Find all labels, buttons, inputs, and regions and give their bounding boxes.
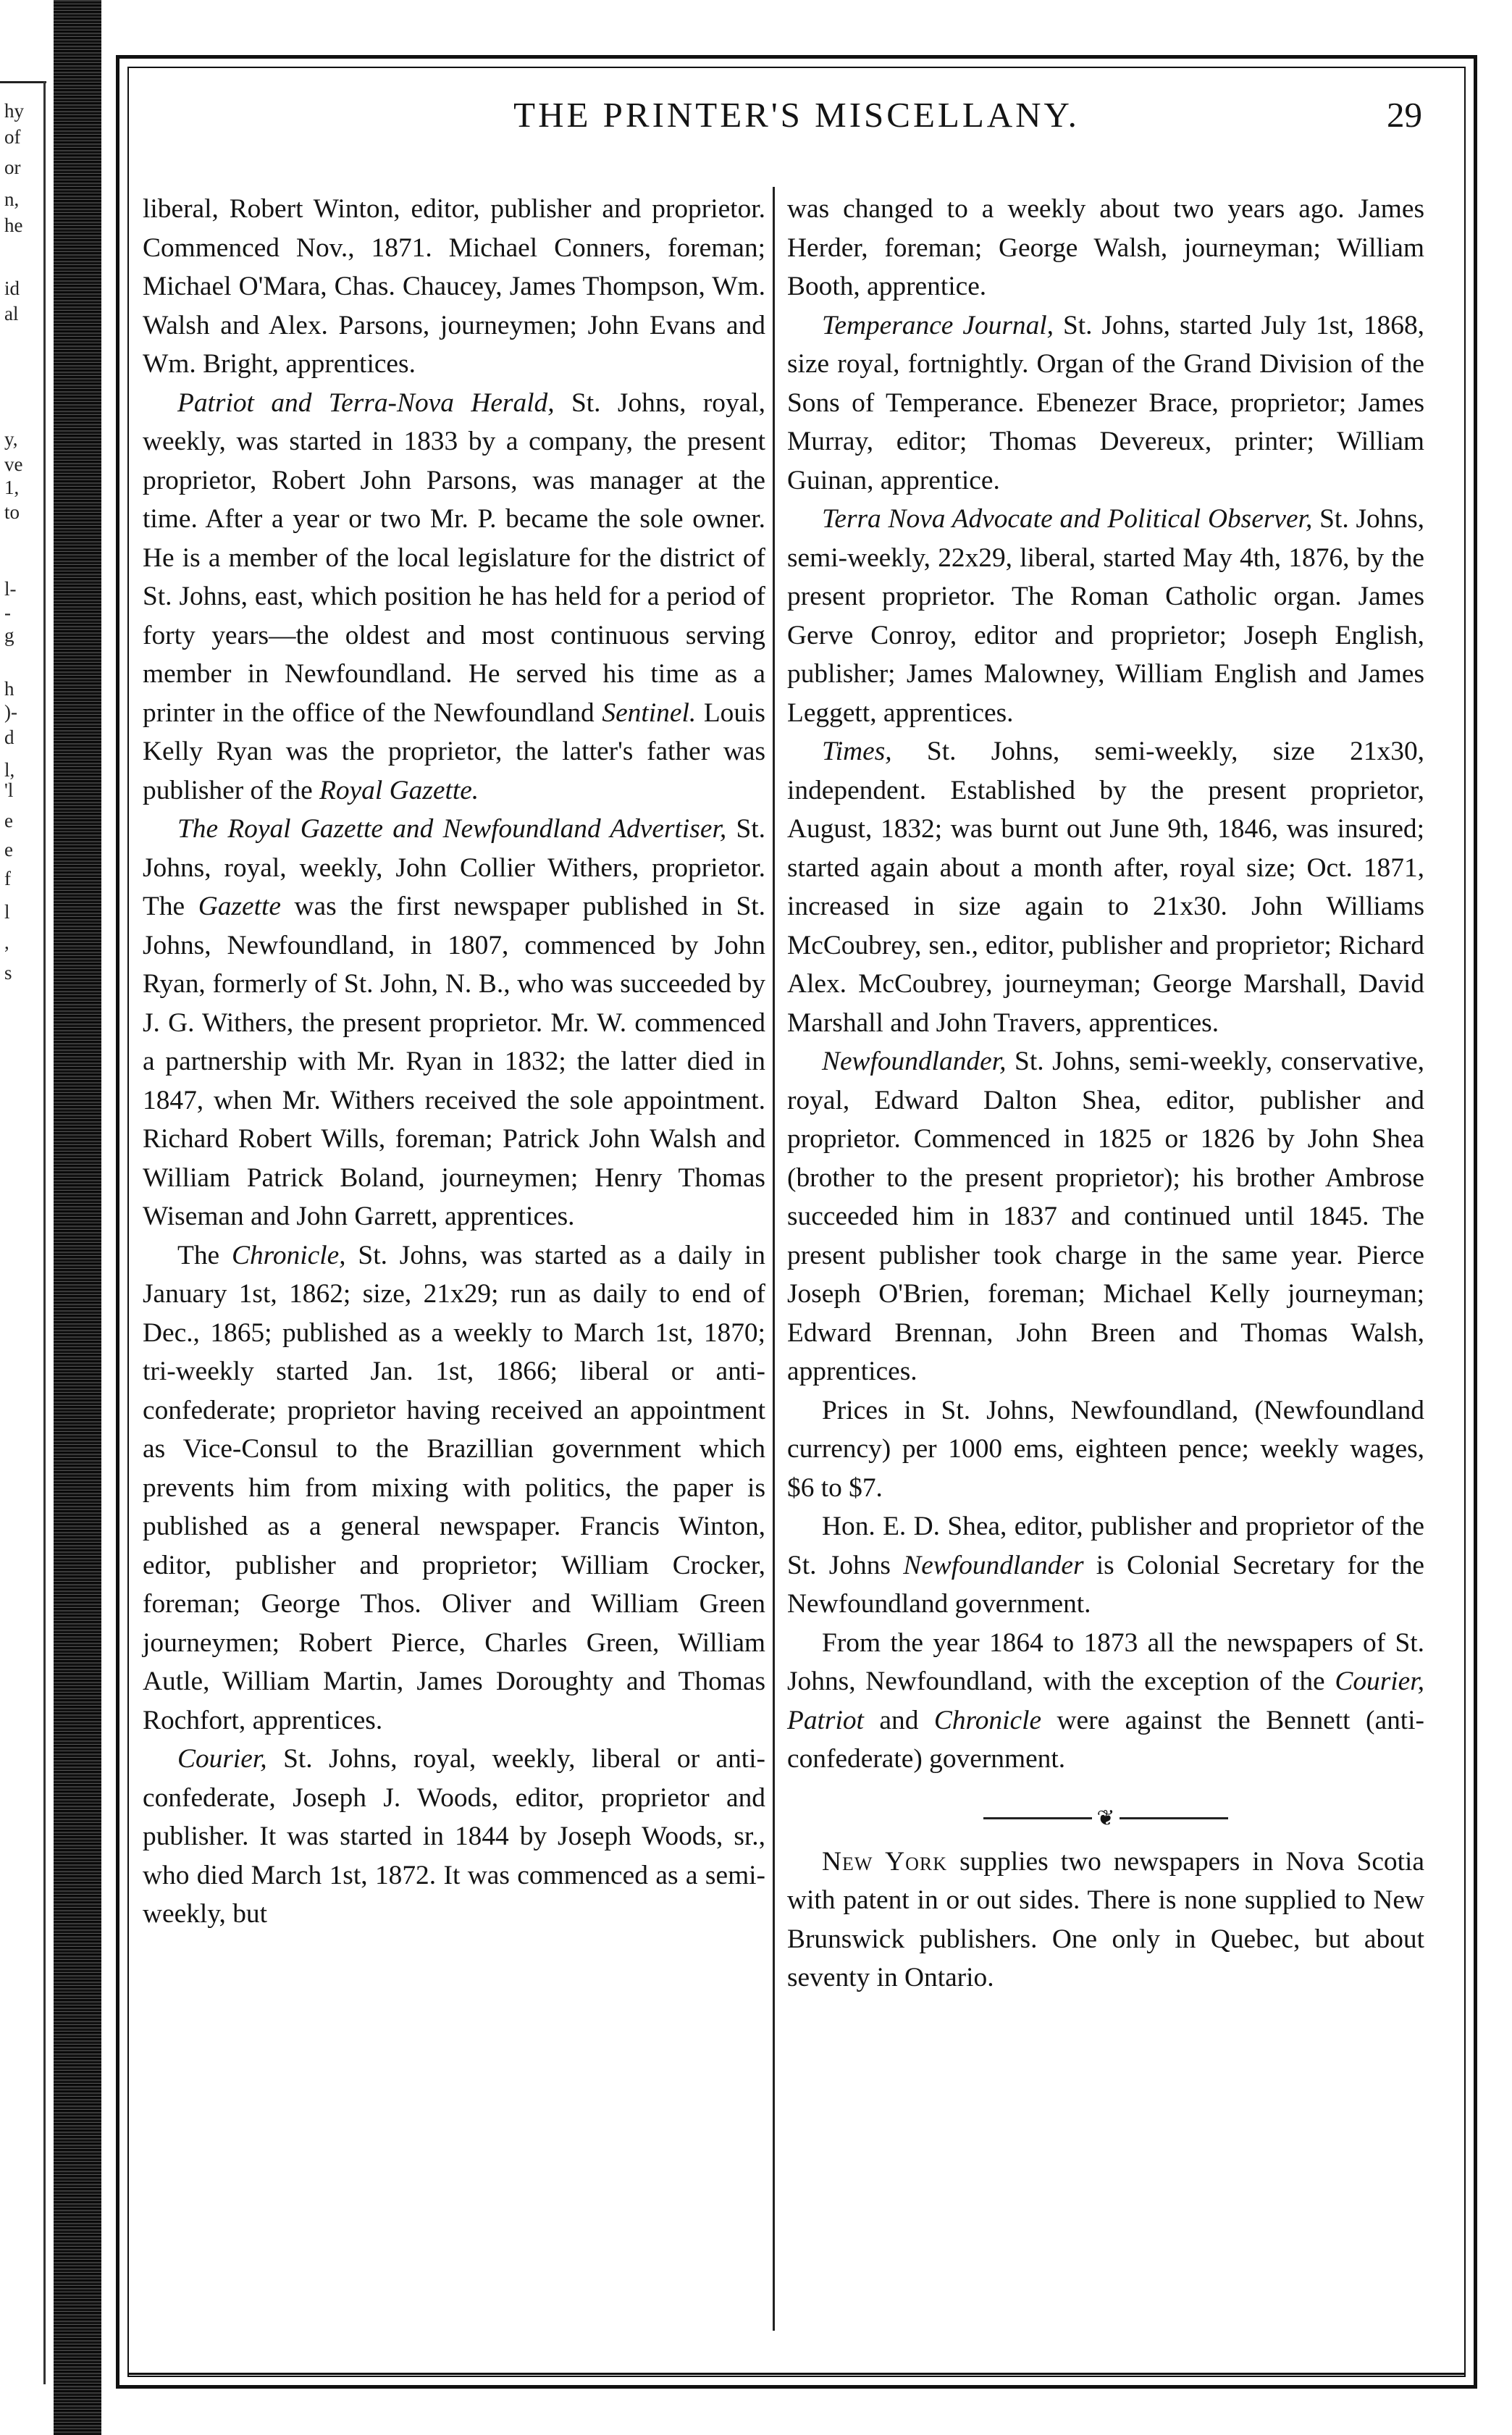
newspaper-title: Newfoundlander [903, 1550, 1084, 1580]
newspaper-title: Chronicle, [232, 1240, 346, 1270]
bleed-text: y, [4, 428, 18, 450]
bleed-text: g [4, 624, 14, 646]
newspaper-title: Newfoundlander, [822, 1047, 1007, 1076]
paragraph-text: St. Johns, semi-weekly, conservative, royal, Edward Dalton Shea, editor, publisher and proprietor. Commenced in 1825 or 1826 by John Shea (brother to the present proprietor); his brother Ambrose succeeded him in 1837 and continued until 1845. The present publisher took charge in the same year. Pierce Joseph O'Brien, foreman; Michael Kelly journeyman; Edward Brennan, John Breen and Thomas Walsh, apprentices. [787, 1047, 1424, 1386]
paragraph-text: is Colonial Secretary for the Newfoundland government. [787, 1550, 1424, 1619]
newspaper-title: Terra Nova Advocate and Political Observer, [822, 504, 1313, 534]
paragraph-text: St. Johns, started July 1st, 1868, size royal, fortnightly. Organ of the Grand Division of the Sons of Temperance. Ebenezer Brace, proprietor; James Murray, editor; Thomas Devereux, printer; William Guinan, apprentice. [787, 310, 1424, 495]
binding-shadow [54, 0, 101, 2435]
newspaper-title: Courier, [177, 1744, 267, 1774]
newspaper-title: Courier, [1335, 1667, 1424, 1696]
paragraph [143, 190, 765, 384]
paragraph-text: Louis Kelly Ryan was the proprietor, the latter's father was publisher of the [143, 697, 765, 805]
binding-gutter [0, 0, 107, 2435]
bleed-text: e [4, 839, 13, 860]
newspaper-title: Patriot and Terra-Nova Herald, [177, 387, 555, 418]
paragraph [787, 1391, 1424, 1508]
paragraph-text: St. Johns, royal, weekly, was started in 1833 by a company, the present proprietor, Robert John Parsons, was manager at the time. After a year or two Mr. P. became the sole owner. He is a member of the local legislature for the district of St. Johns, east, which position he has held for a period of forty years—the oldest and most continuous serving member in Newfoundland. He served his time as a printer in the office of the Newfoundland [143, 387, 765, 728]
bleed-text: al [4, 303, 19, 324]
newspaper-title: The Royal Gazette and Newfoundland Advertiser, [177, 814, 727, 844]
left-column [143, 190, 765, 1934]
paragraph-text: was changed to a weekly about two years ago. James Herder, foreman; George Walsh, journeyman; William Booth, apprentice. [787, 194, 1424, 301]
paragraph-text: Hon. E. D. Shea, editor, publisher and proprietor of the St. Johns [787, 1512, 1424, 1580]
newspaper-title: Royal Gazette. [319, 775, 479, 805]
paragraph [143, 1740, 765, 1934]
bleed-text: to [4, 501, 20, 523]
page-number: 29 [1387, 95, 1422, 135]
bleed-text: 1, [4, 477, 20, 498]
paragraph-text: The [177, 1240, 232, 1270]
paragraph-text: Prices in St. Johns, Newfoundland, (Newfoundland currency) per 1000 ems, eighteen pence; weekly wages, $6 to $7. [787, 1395, 1424, 1503]
paragraph [787, 190, 1424, 306]
bleed-text: s [4, 962, 12, 984]
bleed-text: f [4, 868, 11, 889]
paragraph-text: St. Johns, royal, weekly, John Collier Withers, proprietor. The [143, 814, 765, 921]
newspaper-title: Patriot [787, 1705, 864, 1735]
paragraph [787, 732, 1424, 1042]
paragraph-text: St. Johns, royal, weekly, liberal or anti-confederate, Joseph J. Woods, editor, proprietor and publisher. It was started in 1844 by Joseph Woods, sr., who died March 1st, 1872. It was commenced as a semi-weekly, but [143, 1744, 765, 1929]
paragraph-text: and [863, 1705, 934, 1735]
paragraph-text: liberal, Robert Winton, editor, publisher and proprietor. Commenced Nov., 1871. Michael Conners, foreman; Michael O'Mara, Chas. Chaucey, James Thompson, Wm. Walsh and Alex. Parsons, journeymen; John Evans and Wm. Bright, apprentices. [143, 194, 765, 379]
bleed-text: l [4, 901, 10, 923]
running-title: THE PRINTER'S MISCELLANY. [513, 95, 1080, 135]
paragraph [787, 1042, 1424, 1391]
bleed-text: - [4, 602, 11, 624]
paragraph [143, 810, 765, 1236]
ornament-rule [983, 1817, 1092, 1819]
paragraph [787, 1507, 1424, 1624]
paragraph [787, 306, 1424, 500]
small-caps-lead: New York [822, 1846, 947, 1877]
paragraph [143, 384, 765, 810]
newspaper-title: Times, [822, 737, 892, 766]
paragraph-text: St. Johns, semi-weekly, size 21x30, independent. Established by the present proprietor, August, 1832; was burnt out June 9th, 1846, was insured; started again about a month after, royal size; Oct. 1871, increased in size again to 21x30. John Williams McCoubrey, sen., editor, publisher and proprietor; Richard Alex. McCoubrey, journeyman; George Marshall, David Marshall and John Travers, apprentices. [787, 737, 1424, 1038]
ornament-rule [1120, 1817, 1228, 1819]
paragraph [787, 1843, 1424, 1998]
bleed-text: n, [4, 188, 20, 210]
gutter-edge-rule [0, 81, 46, 83]
right-column [787, 190, 1424, 1998]
bleed-text: e [4, 810, 13, 831]
bleed-text: l, [4, 759, 15, 781]
gutter-page-edge [43, 81, 46, 2384]
newspaper-title: Chronicle [933, 1705, 1042, 1735]
bleed-text: 'l [4, 779, 14, 801]
bottom-rule [127, 2373, 1466, 2375]
newspaper-title: Gazette [198, 892, 281, 921]
bleed-text: id [4, 277, 20, 299]
paragraph [143, 1236, 765, 1740]
column-divider [773, 187, 775, 2331]
paragraph-text: From the year 1864 to 1873 all the newspapers of St. Johns, Newfoundland, with the exception of the [787, 1627, 1424, 1696]
newspaper-title: Temperance Journal, [822, 310, 1054, 340]
paragraph-text: St. Johns, semi-weekly, 22x29, liberal, started May 4th, 1876, by the present proprietor. The Roman Catholic organ. James Gerve Conroy, editor and proprietor; Joseph English, publisher; James Malowney, William English and James Leggett, apprentices. [787, 504, 1425, 728]
paragraph [787, 500, 1424, 732]
bleed-text: he [4, 214, 23, 236]
paragraph-text: was the first newspaper published in St. Johns, Newfoundland, in 1807, commenced by John Ryan, formerly of St. John, N. B., who was succeeded by J. G. Withers, the present proprietor. Mr. W. commenced a partnership with Mr. Ryan in 1832; the latter died in 1847, when Mr. Withers received the sole appointment. Richard Robert Wills, foreman; Patrick John Walsh and William Patrick Boland, journeymen; Henry Thomas Wiseman and John Garrett, apprentices. [143, 892, 765, 1231]
bleed-text: )- [4, 701, 17, 723]
paragraph-text: St. Johns, was started as a daily in January 1st, 1862; size, 21x29; run as daily to end of Dec., 1865; published as a weekly to March 1st, 1870; tri-weekly started Jan. 1st, 1866; liberal or anti-confederate; proprietor having received an appointment as Vice-Consul to the Brazillian government which prevents him from mixing with politics, the paper is published as a general newspaper. Francis Winton, editor, publisher and proprietor; William Crocker, foreman; George Thos. Oliver and William Green journeymen; Robert Pierce, Charles Green, William Autle, William Martin, James Doroughty and Thomas Rochfort, apprentices. [143, 1240, 765, 1735]
paragraph [787, 1624, 1424, 1779]
section-ornament [787, 1798, 1424, 1831]
bleed-text: l- [4, 578, 17, 600]
newspaper-title: Sentinel. [602, 697, 697, 728]
paragraph-text: supplies two newspapers in Nova Scotia with patent in or out sides. There is none supplied to New Brunswick publishers. One only in Quebec, but about seventy in Ontario. [787, 1846, 1424, 1992]
running-head [127, 94, 1466, 138]
ornament-glyph: ❦ [1096, 1806, 1115, 1831]
bleed-text: h [4, 678, 14, 700]
bleed-text: , [4, 931, 9, 953]
bleed-text: d [4, 726, 14, 748]
bleed-text: hy [4, 100, 24, 122]
bleed-text: of [4, 126, 21, 148]
paragraph-text: were against the Bennett (anti-confederate) government. [787, 1705, 1424, 1774]
bleed-text: or [4, 156, 21, 178]
bleed-text: ve [4, 453, 23, 475]
